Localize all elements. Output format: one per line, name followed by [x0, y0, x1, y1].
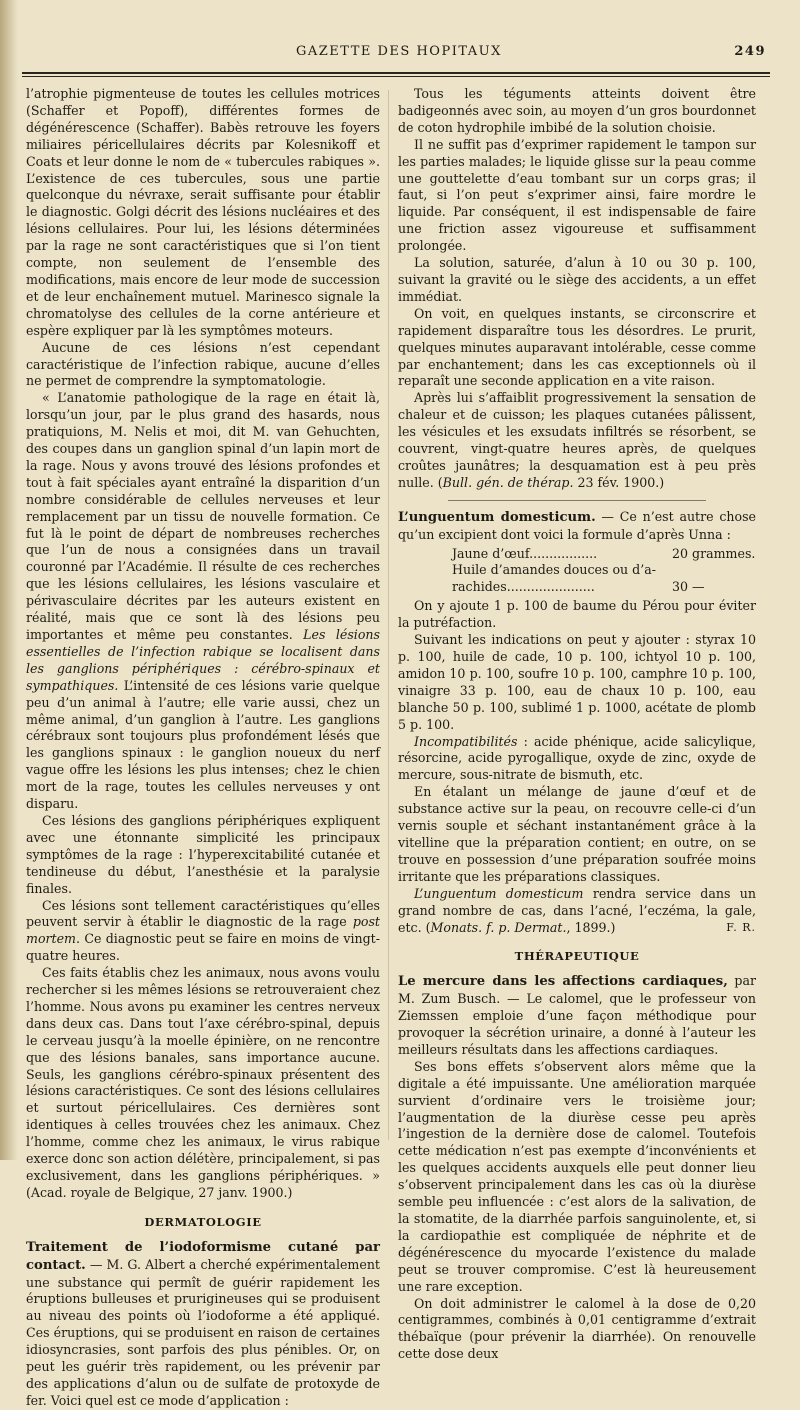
- formula-row: [398, 546, 756, 563]
- paragraph: La solution, saturée, d’alun à 10 ou 30 p. 100, suivant la gravité ou le siège des accidents, a un effet immédiat.: [398, 255, 756, 304]
- text-run: par M. Zum Busch. — Le calomel, que le professeur von Ziemssen emploie d’une façon méthodique pour provoquer la sécrétion urinaire, a donné à l’auteur les meilleurs résultats dans les affections cardiaques.: [398, 973, 756, 1057]
- paragraph: l’atrophie pigmenteuse de toutes les cellules motrices (Schaffer et Popoff), différentes formes de dégénérescence (Schaffer). Babès retrouve les foyers miliaires péricellulaires décrits par Kolesnikoff et Coats et leur donne le nom de « tubercules rabiques ». L’existence de ces tubercules, sous une partie quelconque du névraxe, serait suffisante pour établir le diagnostic. Golgi décrit des lésions nucléaires et des lésions cellulaires. Pour lui, les lésions déterminées par la rage ne sont caractéristiques que si l’on tient compte, non seulement de l’ensemble des modifications, mais encore de leur mode de succession et de leur enchaînement mutuel. Marinesco signale la chromatolyse des cellules de la corne antérieure et espère expliquer par là les symptômes moteurs.: [26, 86, 380, 338]
- paragraph: [398, 886, 756, 937]
- paragraph: Il ne suffit pas d’exprimer rapidement le tampon sur les parties malades; le liquide glisse sur la peau comme une gouttelette d’eau tombant sur un corps gras; il faut, si l’on peut s’exprimer ainsi, faire mordre le liquide. Par conséquent, il est indispensable de faire une friction assez vigoureuse et suffisamment prolongée.: [398, 136, 756, 254]
- formula-ingredient: Jaune d’œuf.................: [452, 545, 598, 561]
- text-run: — Ce n’est autre chose qu’un excipient dont voici la formule d’après Unna :: [398, 508, 757, 542]
- text-run: 23 fév. 1900.): [573, 474, 665, 490]
- quote-text: « L’anatomie pathologique de la rage en était là, lorsqu’un jour, par le plus grand des hasards, nous pratiquions, M. Nelis et moi, dit M. van Gehuchten, des coupes dans un ganglion spinal d’un lapin mort de la rage. Nous y avons trouvé des lésions profondes et tout à fait spéciales ayant entraîné la disparition d’un nombre considérable de cellules nerveuses et leur remplacement par un tissu de nouvelle formation. Ce fut là le point de départ de nombreuses recherches que l’un de nous a consignées dans un travail couronné par l’Académie. Il résulte de ces recherches que les lésions cellulaires, les lésions vasculaire et périvasculaire décrites par les auteurs existent en réalité, mais que ce sont là des lésions peu importantes et même peu constantes.: [26, 390, 380, 642]
- author-initials: F. R.: [726, 920, 756, 934]
- paragraph: Ses bons effets s’observent alors même que la digitale a été impuissante. Une amélioration marquée survient d’ordinaire vers le troisième jour; l’augmentation de la diurèse cesse peu après l’ingestion de la dernière dose de calomel. Toutefois cette médication n’est pas exempte d’inconvénients et les quelques accidents auxquels elle peut donner lieu s’observent principalement dans les cas où la diurèse semble peu influencée : c’est alors de la salivation, de la stomatite, de la diarrhée parfois sanguinolente, et, si la cardiopathie est compliquée de néphrite et de dégénérescence du myocarde l’existence du malade peut se trouver compromise. C’est là heureusement une rare exception.: [398, 1058, 756, 1294]
- citation: Monats. f. p. Dermat.: [430, 919, 567, 935]
- paragraph: Aucune de ces lésions n’est cependant caractéristique de l’infection rabique, aucune d’elles ne permet de comprendre la symptomatologie.: [26, 339, 380, 389]
- formula-quantity: 20 grammes.: [672, 545, 756, 561]
- section-heading: THÉRAPEUTIQUE: [514, 949, 640, 964]
- formula-quantity: [660, 562, 756, 579]
- citation: Bull. gén. de thérap.: [442, 474, 574, 490]
- paragraph: En étalant un mélange de jaune d’œuf et de substance active sur la peau, on recouvre celle-ci d’un vernis souple et séchant instantanément grâce à la vitelline que la préparation contient; en outre, on se trouve en possession d’une préparation soufrée moins irritante que les préparations classiques.: [398, 784, 756, 884]
- emphasis: L’unguentum domesticum: [414, 885, 584, 901]
- paragraph: On doit administrer le calomel à la dose de 0,20 centigrammes, combinés à 0,01 centigramme d’extrait thébaïque (pour prévenir la diarrhée). On renouvelle cette dose deux: [398, 1295, 756, 1362]
- text-run: Ces lésions sont tellement caractéristiques qu’elles peuvent servir à établir le diagnostic de la rage: [26, 897, 380, 930]
- emphasis: Les lésions essentielles de l’infection rabique se localisent dans les ganglions périphériques : cérébro-spinaux et sympathiques.: [26, 627, 380, 693]
- column-divider: [388, 90, 389, 1140]
- paragraph: On voit, en quelques instants, se circonscrire et rapidement disparaître tous les désordres. Le prurit, quelques minutes auparavant intolérable, cesse comme par enchantement; dans les cas exceptionnels où il reparaît une seconde application en a vite raison.: [398, 305, 756, 389]
- paragraph: Suivant les indications on peut y ajouter : styrax 10 p. 100, huile de cade, 10 p. 100, ichtyol 10 p. 100, amidon 10 p. 100, soufre 10 p. 100, camphre 10 p. 100, vinaigre 33 p. 100, eau de chaux 10 p. 100, eau blanche 50 p. 100, sublimé 1 p. 1000, acétate de plomb 5 p. 100.: [398, 632, 756, 732]
- paragraph: Tous les téguments atteints doivent être badigeonnés avec soin, au moyen d’un gros bourdonnet de coton hydrophile imbibé de la solution choisie.: [398, 86, 756, 135]
- page-edge: [0, 0, 18, 1160]
- paragraph: [26, 898, 380, 966]
- text-run: . Ce diagnostic peut se faire en moins de vingt-quatre heures.: [26, 931, 380, 964]
- paragraph: On y ajoute 1 p. 100 de baume du Pérou pour éviter la putréfaction.: [398, 598, 756, 631]
- text-run: rendra service dans un grand nombre de cas, dans l’acné, l’eczéma, la gale, etc. (: [398, 885, 756, 935]
- text-run: , 1899.): [566, 919, 616, 935]
- section-heading: DERMATOLOGIE: [144, 1214, 262, 1229]
- formula-row: [398, 579, 756, 596]
- paragraph: [398, 390, 756, 491]
- page-number: 249: [734, 44, 766, 59]
- quote-text: L’intensité de ces lésions varie quelque peu d’un animal à l’autre; elle varie aussi, chez un même animal, d’un ganglion à l’autre. Les ganglions cérébraux sont toujours plus profondément lésés que les ganglions spinaux : le ganglion noueux du nerf vague offre les lésions les plus intenses; chez le chien mort de la rage, toutes les cellules nerveuses y ont disparu.: [26, 677, 380, 812]
- article: [26, 1239, 380, 1410]
- paragraph: [398, 734, 756, 785]
- text-run: : acide phénique, acide salicylique, résorcine, acide pyrogallique, oxyde de zinc, oxyde de mercure, sous-nitrate de bismuth, etc.: [398, 733, 756, 783]
- article: [398, 973, 756, 1059]
- paragraph: Ces faits établis chez les animaux, nous avons voulu rechercher si les mêmes lésions se retrouveraient chez l’homme. Nous avons pu examiner les centres nerveux dans deux cas. Dans tout l’axe cérébro-spinal, depuis le cerveau jusqu’à la moelle épinière, on ne rencontre que des lésions banales, sans importance aucune. Seuls, les ganglions cérébro-spinaux présentent des lésions caractéristiques. Ce sont des lésions cellulaires et surtout péricellulaires. Ces dernières sont identiques à celles trouvées chez les animaux. Chez l’homme, comme chez les animaux, le virus rabique exerce donc son action délétère, principalement, si pas exclusivement, dans les ganglions périphériques. » (Acad. royale de Belgique, 27 janv. 1900.): [26, 965, 380, 1200]
- formula-row: [398, 562, 756, 579]
- journal-title: GAZETTE DES HOPITAUX: [296, 44, 502, 59]
- header-rule: [22, 72, 770, 74]
- left-column: [26, 86, 380, 1410]
- emphasis: Incompatibilités: [414, 733, 518, 749]
- formula: [398, 546, 756, 597]
- text-run: Après lui s’affaiblit progressivement la sensation de chaleur et de cuisson; les plaques cutanées pâlissent, les vésicules et les exsudats infiltrés se résorbent, se couvrent, vingt-quatre heures après, de quelques croûtes jaunâtres; la desquamation est à peu près nulle. (: [398, 390, 756, 490]
- text-run: — M. G. Albert a cherché expérimentalement une substance qui permît de guérir rapidement les éruptions bulleuses et prurigineuses qui se produisent au niveau des points où l’iodoforme a été appliqué. Ces éruptions, qui se produisent en raison de certaines idiosyncrasies, sont parfois des plus pénibles. Or, on peut les guérir très rapidement, ou les prévenir par des applications d’alun ou de sulfate de protoxyde de fer. Voici quel est ce mode d’application :: [26, 1256, 380, 1408]
- article-title: L’unguentum domesticum.: [398, 509, 596, 525]
- article-title: Le mercure dans les affections cardiaques,: [398, 974, 728, 990]
- right-column: [398, 86, 756, 1363]
- emphasis: post mortem: [26, 914, 380, 947]
- formula-ingredient: Huile d’amandes douces ou d’a-: [452, 562, 656, 578]
- paragraph: Ces lésions des ganglions périphériques expliquent avec une étonnante simplicité les principaux symptômes de la rage : l’hyperexcitabilité cutanée et tendineuse du début, l’anesthésie et la paralysie finales.: [26, 812, 380, 896]
- formula-ingredient: rachides......................: [452, 579, 595, 595]
- formula-quantity: 30 —: [672, 579, 705, 595]
- header-rule-thin: [22, 76, 770, 77]
- article: [398, 509, 756, 544]
- article-separator: [448, 500, 706, 501]
- paragraph: [26, 390, 380, 813]
- article-title: Traitement de l’iodoformisme cutané par contact.: [26, 1239, 380, 1273]
